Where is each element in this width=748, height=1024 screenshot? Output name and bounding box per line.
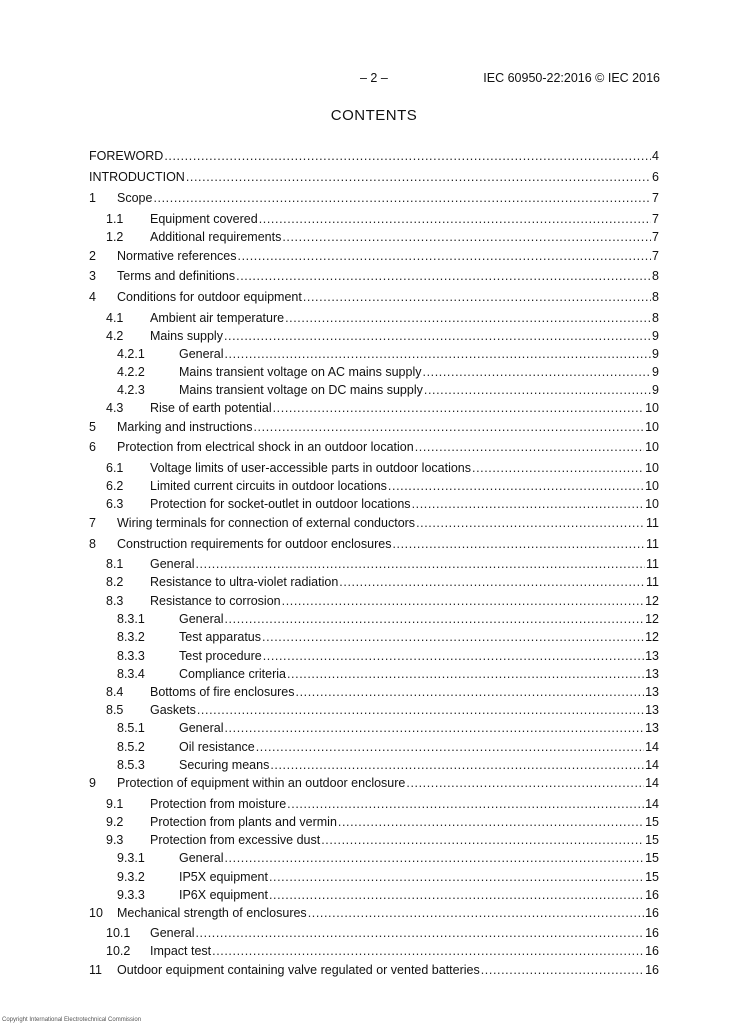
- toc-entry[interactable]: [89, 926, 659, 940]
- toc-leader-dots: [415, 440, 644, 454]
- toc-entry-title: General: [179, 721, 224, 735]
- toc-leader-dots: [253, 420, 644, 434]
- toc-entry[interactable]: [89, 497, 659, 511]
- toc-entry-title: General: [150, 557, 195, 571]
- toc-entry-title: Outdoor equipment containing valve regulated or vented batteries: [117, 963, 480, 977]
- toc-entry-title: Normative references: [117, 249, 237, 263]
- toc-entry-page: 13: [645, 685, 659, 699]
- toc-entry-page: 10: [645, 479, 659, 493]
- toc-entry-title: Mains transient voltage on DC mains supply: [179, 383, 423, 397]
- toc-entry-number: 8.2: [106, 575, 124, 589]
- toc-entry-page: 14: [645, 797, 659, 811]
- toc-entry-number: 1: [89, 191, 96, 205]
- toc-entry-page: 14: [645, 758, 659, 772]
- toc-entry-title: Resistance to corrosion: [150, 594, 281, 608]
- toc-entry-number: 8.5.3: [117, 758, 145, 772]
- toc-entry-number: 10.1: [106, 926, 131, 940]
- toc-entry-page: 13: [645, 721, 659, 735]
- toc-leader-dots: [296, 685, 645, 699]
- toc-leader-dots: [287, 797, 644, 811]
- toc-entry-page: 12: [645, 594, 659, 608]
- toc-entry[interactable]: [89, 797, 659, 811]
- toc-leader-dots: [224, 329, 651, 343]
- toc-entry[interactable]: [89, 575, 659, 589]
- toc-entry-page: 15: [645, 833, 659, 847]
- toc-entry-number: 4.3: [106, 401, 124, 415]
- toc-leader-dots: [481, 963, 644, 977]
- toc-entry-number: 4.1: [106, 311, 124, 325]
- toc-entry-page: 10: [645, 401, 659, 415]
- toc-leader-dots: [273, 401, 644, 415]
- toc-entry[interactable]: [89, 479, 659, 493]
- toc-entry-number: 11: [89, 963, 102, 977]
- toc-entry-title: Protection from moisture: [150, 797, 287, 811]
- toc-entry-title: General: [179, 347, 224, 361]
- toc-entry-number: 10.2: [106, 944, 131, 958]
- toc-entry-title: Additional requirements: [150, 230, 282, 244]
- toc-entry-number: 9.3.2: [117, 870, 145, 884]
- toc-entry[interactable]: [89, 721, 659, 735]
- toc-entry-title: Compliance criteria: [179, 667, 286, 681]
- toc-entry-title: IP6X equipment: [179, 888, 268, 902]
- toc-leader-dots: [282, 230, 651, 244]
- toc-entry-title: Voltage limits of user-accessible parts in outdoor locations: [150, 461, 471, 475]
- toc-leader-dots: [259, 212, 651, 226]
- toc-entry[interactable]: [89, 290, 659, 304]
- toc-entry[interactable]: [89, 170, 659, 184]
- toc-entry-number: 1.2: [106, 230, 124, 244]
- toc-entry-number: 8.3.1: [117, 612, 145, 626]
- toc-leader-dots: [392, 537, 645, 551]
- toc-entry-page: 11: [646, 537, 659, 551]
- toc-entry[interactable]: [89, 870, 659, 884]
- toc-entry-number: 4.2: [106, 329, 124, 343]
- toc-leader-dots: [269, 888, 644, 902]
- toc-leader-dots: [238, 249, 652, 263]
- toc-entry-number: 8.3.2: [117, 630, 145, 644]
- toc-leader-dots: [416, 516, 645, 530]
- toc-leader-dots: [338, 815, 644, 829]
- toc-leader-dots: [186, 170, 651, 184]
- toc-entry[interactable]: [89, 401, 659, 415]
- toc-entry-page: 10: [645, 461, 659, 475]
- toc-entry[interactable]: [89, 963, 659, 977]
- toc-entry-title: Limited current circuits in outdoor locations: [150, 479, 387, 493]
- contents-heading: CONTENTS: [330, 107, 418, 124]
- toc-entry[interactable]: [89, 212, 659, 226]
- toc-entry-title: Gaskets: [150, 703, 196, 717]
- toc-entry-title: Test procedure: [179, 649, 262, 663]
- document-id: IEC 60950-22:2016 © IEC 2016: [483, 71, 660, 85]
- toc-entry-page: 16: [645, 906, 659, 920]
- toc-leader-dots: [388, 479, 644, 493]
- toc-entry-number: 9.3: [106, 833, 124, 847]
- toc-leader-dots: [269, 870, 644, 884]
- toc-entry-page: 9: [652, 329, 659, 343]
- toc-entry-page: 13: [645, 667, 659, 681]
- toc-entry-title: Equipment covered: [150, 212, 258, 226]
- toc-entry-page: 10: [645, 497, 659, 511]
- toc-entry[interactable]: [89, 230, 659, 244]
- toc-entry-title: Test apparatus: [179, 630, 261, 644]
- toc-entry-number: 8: [89, 537, 96, 551]
- toc-entry[interactable]: [89, 888, 659, 902]
- toc-entry-title: Protection from plants and vermin: [150, 815, 337, 829]
- toc-entry-page: 10: [645, 420, 659, 434]
- toc-entry-page: 10: [645, 440, 659, 454]
- toc-entry-number: 3: [89, 269, 96, 283]
- toc-entry[interactable]: [89, 516, 659, 530]
- toc-leader-dots: [308, 906, 644, 920]
- toc-entry-title: General: [150, 926, 195, 940]
- toc-entry-number: 8.5.2: [117, 740, 145, 754]
- toc-leader-dots: [197, 703, 644, 717]
- copyright-footer: Copyright International Electrotechnical Commission: [2, 1017, 142, 1023]
- toc-leader-dots: [287, 667, 644, 681]
- toc-entry[interactable]: [89, 776, 659, 790]
- toc-entry[interactable]: [89, 383, 659, 397]
- toc-entry[interactable]: [89, 461, 659, 475]
- toc-entry-page: 16: [645, 926, 659, 940]
- toc-entry-page: 16: [645, 888, 659, 902]
- toc-entry[interactable]: [89, 249, 659, 263]
- toc-entry-number: 2: [89, 249, 96, 263]
- toc-entry-page: 9: [652, 347, 659, 361]
- toc-entry[interactable]: [89, 149, 659, 163]
- toc-leader-dots: [224, 612, 644, 626]
- toc-entry-title: Impact test: [150, 944, 212, 958]
- toc-entry-page: 14: [645, 776, 659, 790]
- toc-entry-page: 12: [645, 612, 659, 626]
- toc-leader-dots: [424, 383, 651, 397]
- toc-leader-dots: [412, 497, 645, 511]
- toc-entry-page: 11: [646, 516, 659, 530]
- toc-leader-dots: [282, 594, 644, 608]
- toc-entry-number: 4.2.3: [117, 383, 145, 397]
- page-number: – 2 –: [360, 71, 388, 85]
- toc-entry-number: 8.3: [106, 594, 124, 608]
- toc-entry-number: 8.5.1: [117, 721, 145, 735]
- toc-leader-dots: [263, 649, 644, 663]
- toc-entry[interactable]: [89, 667, 659, 681]
- toc-entry[interactable]: [89, 740, 659, 754]
- toc-entry[interactable]: [89, 420, 659, 434]
- toc-entry-title: Marking and instructions: [117, 420, 253, 434]
- toc-entry-title: Protection from excessive dust: [150, 833, 321, 847]
- toc-entry-title: Mains transient voltage on AC mains supply: [179, 365, 422, 379]
- toc-entry-page: 8: [652, 311, 659, 325]
- toc-leader-dots: [270, 758, 644, 772]
- toc-entry-number: 4.2.2: [117, 365, 145, 379]
- toc-leader-dots: [153, 191, 651, 205]
- toc-entry-number: 8.1: [106, 557, 124, 571]
- toc-entry-page: 7: [652, 212, 659, 226]
- toc-entry-number: 9: [89, 776, 96, 790]
- toc-leader-dots: [472, 461, 644, 475]
- toc-entry-title: Rise of earth potential: [150, 401, 272, 415]
- toc-leader-dots: [224, 347, 651, 361]
- toc-leader-dots: [195, 557, 645, 571]
- toc-entry-title: General: [179, 851, 224, 865]
- toc-entry[interactable]: [89, 537, 659, 551]
- toc-entry-number: 9.1: [106, 797, 124, 811]
- toc-entry[interactable]: [89, 329, 659, 343]
- toc-entry-title: Wiring terminals for connection of external conductors: [117, 516, 416, 530]
- toc-entry-page: 13: [645, 649, 659, 663]
- toc-entry-page: 7: [652, 230, 659, 244]
- toc-entry-title: Construction requirements for outdoor enclosures: [117, 537, 392, 551]
- toc-entry-number: 6.1: [106, 461, 124, 475]
- toc-entry-number: 9.2: [106, 815, 124, 829]
- toc-entry-title: Bottoms of fire enclosures: [150, 685, 295, 699]
- toc-entry-page: 8: [652, 269, 659, 283]
- toc-entry-title: Protection for socket-outlet in outdoor locations: [150, 497, 411, 511]
- toc-entry-title: Mains supply: [150, 329, 223, 343]
- toc-entry-page: 11: [646, 557, 659, 571]
- toc-entry-number: 4.2.1: [117, 347, 145, 361]
- toc-entry-page: 14: [645, 740, 659, 754]
- toc-entry[interactable]: [89, 906, 659, 920]
- toc-leader-dots: [236, 269, 651, 283]
- toc-entry[interactable]: [89, 365, 659, 379]
- toc-entry[interactable]: [89, 685, 659, 699]
- toc-leader-dots: [406, 776, 644, 790]
- toc-leader-dots: [339, 575, 645, 589]
- toc-entry-number: 1.1: [106, 212, 124, 226]
- toc-entry-page: 12: [645, 630, 659, 644]
- toc-entry[interactable]: [89, 557, 659, 571]
- toc-entry-title: Resistance to ultra-violet radiation: [150, 575, 339, 589]
- toc-entry-title: Protection from electrical shock in an outdoor location: [117, 440, 414, 454]
- toc-leader-dots: [256, 740, 644, 754]
- page-header: [0, 71, 748, 87]
- toc-leader-dots: [303, 290, 651, 304]
- toc-leader-dots: [423, 365, 652, 379]
- toc-leader-dots: [164, 149, 651, 163]
- toc-entry-number: 8.3.3: [117, 649, 145, 663]
- toc-entry-page: 6: [652, 170, 659, 184]
- toc-entry-page: 16: [645, 963, 659, 977]
- toc-entry-number: 9.3.3: [117, 888, 145, 902]
- toc-entry-page: 15: [645, 870, 659, 884]
- toc-entry-page: 8: [652, 290, 659, 304]
- toc-entry-number: 9.3.1: [117, 851, 145, 865]
- toc-entry[interactable]: [89, 851, 659, 865]
- toc-entry[interactable]: [89, 758, 659, 772]
- toc-entry-number: 6.3: [106, 497, 124, 511]
- toc-entry-number: 8.4: [106, 685, 124, 699]
- toc-entry-title: Protection of equipment within an outdoor enclosure: [117, 776, 406, 790]
- toc-entry[interactable]: [89, 815, 659, 829]
- toc-entry-number: 8.3.4: [117, 667, 145, 681]
- toc-entry-title: Mechanical strength of enclosures: [117, 906, 307, 920]
- toc-entry[interactable]: [89, 612, 659, 626]
- toc-entry-title: Oil resistance: [179, 740, 255, 754]
- toc-entry-title: Scope: [117, 191, 153, 205]
- toc-entry[interactable]: [89, 944, 659, 958]
- toc-entry[interactable]: [89, 269, 659, 283]
- toc-leader-dots: [224, 851, 644, 865]
- toc-entry-number: 7: [89, 516, 96, 530]
- toc-entry[interactable]: [89, 649, 659, 663]
- toc-entry-page: 15: [645, 815, 659, 829]
- toc-entry-number: 5: [89, 420, 96, 434]
- toc-entry-title: Securing means: [179, 758, 270, 772]
- toc-entry-page: 11: [646, 575, 659, 589]
- toc-entry-page: 9: [652, 365, 659, 379]
- toc-entry-title: Terms and definitions: [117, 269, 236, 283]
- toc-entry-page: 9: [652, 383, 659, 397]
- toc-entry-title: FOREWORD: [89, 149, 164, 163]
- toc-entry-page: 7: [652, 249, 659, 263]
- toc-entry-number: 10: [89, 906, 103, 920]
- toc-leader-dots: [262, 630, 644, 644]
- toc-entry-number: 6.2: [106, 479, 124, 493]
- toc-leader-dots: [321, 833, 644, 847]
- toc-entry-title: Ambient air temperature: [150, 311, 285, 325]
- toc-entry-number: 6: [89, 440, 96, 454]
- toc-entry-number: 4: [89, 290, 96, 304]
- toc-entry[interactable]: [89, 833, 659, 847]
- toc-entry-title: INTRODUCTION: [89, 170, 185, 184]
- toc-entry-title: General: [179, 612, 224, 626]
- toc-entry-title: Conditions for outdoor equipment: [117, 290, 302, 304]
- toc-entry-page: 13: [645, 703, 659, 717]
- toc-leader-dots: [285, 311, 651, 325]
- toc-entry-title: IP5X equipment: [179, 870, 268, 884]
- toc-entry[interactable]: [89, 594, 659, 608]
- toc-entry[interactable]: [89, 347, 659, 361]
- toc-entry[interactable]: [89, 191, 659, 205]
- toc-entry-number: 8.5: [106, 703, 124, 717]
- toc-entry-page: 15: [645, 851, 659, 865]
- toc-entry[interactable]: [89, 703, 659, 717]
- toc-leader-dots: [224, 721, 644, 735]
- toc-entry-page: 16: [645, 944, 659, 958]
- toc-entry-page: 7: [652, 191, 659, 205]
- toc-entry-page: 4: [652, 149, 659, 163]
- toc-leader-dots: [212, 944, 644, 958]
- toc-entry[interactable]: [89, 311, 659, 325]
- toc-leader-dots: [195, 926, 644, 940]
- toc-entry[interactable]: [89, 630, 659, 644]
- toc-entry[interactable]: [89, 440, 659, 454]
